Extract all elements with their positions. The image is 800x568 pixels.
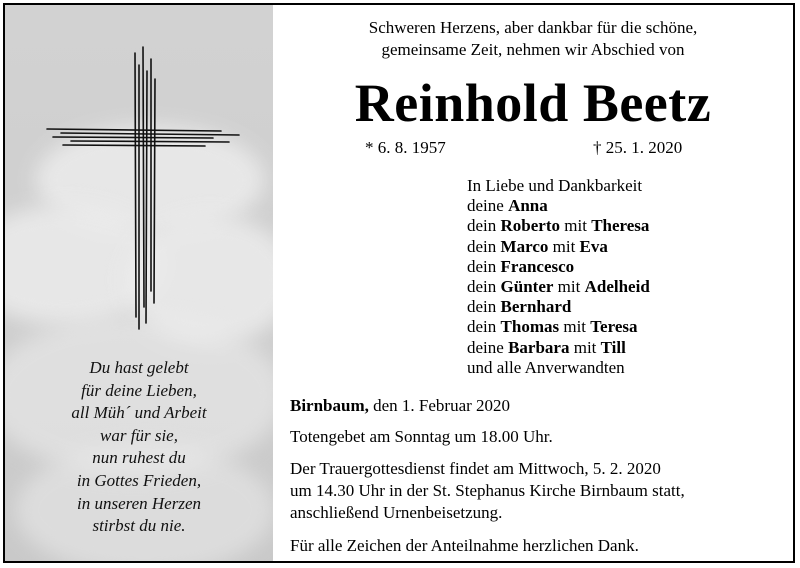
- family-name: Marco: [500, 236, 549, 256]
- family-name: Teresa: [590, 317, 638, 337]
- service-info: [290, 458, 685, 524]
- service-line: um 14.30 Uhr in der St. Stephanus Kirche Birnbaum statt,: [290, 481, 685, 500]
- place-date: [290, 396, 510, 416]
- family-line: dein Francesco: [467, 256, 575, 276]
- family-line: deine Anna: [467, 196, 548, 216]
- poem-line: all Müh´ und Arbeit: [71, 403, 207, 423]
- cross-icon: [43, 45, 243, 335]
- obituary-text: [273, 5, 793, 561]
- family-name: Bernhard: [500, 297, 572, 317]
- family-name: Adelheid: [584, 277, 650, 297]
- family-name: Theresa: [591, 216, 650, 236]
- place-name: Birnbaum,: [290, 396, 369, 415]
- family-line: dein Roberto mit Theresa: [467, 216, 650, 236]
- poem-line: für deine Lieben,: [81, 380, 197, 400]
- sky-panel: [5, 5, 273, 561]
- family-name: Eva: [579, 236, 608, 256]
- poem-line: in Gottes Frieden,: [76, 470, 202, 490]
- family-line: dein Bernhard: [467, 297, 572, 317]
- poem-line: war für sie,: [100, 425, 178, 445]
- intro-text: [273, 17, 793, 61]
- family-name: Barbara: [508, 337, 570, 357]
- family-name: Thomas: [500, 317, 560, 337]
- poem-line: in unseren Herzen: [76, 493, 201, 513]
- family-line: und alle Anverwandten: [467, 357, 625, 377]
- death-date: † 25. 1. 2020: [593, 138, 683, 157]
- intro-line: Schweren Herzens, aber dankbar für die schöne,: [368, 18, 698, 37]
- family-name: Anna: [508, 196, 548, 216]
- family-name: Günter: [500, 277, 554, 297]
- birth-date: * 6. 8. 1957: [365, 138, 446, 157]
- poem-line: stirbst du nie.: [92, 516, 186, 536]
- family-list: [467, 176, 650, 378]
- family-line: deine Barbara mit Till: [467, 337, 626, 357]
- family-line: dein Günter mit Adelheid: [467, 277, 650, 297]
- thanks-line: Für alle Zeichen der Anteilnahme herzlichen Dank.: [290, 536, 639, 555]
- prayer-info: Totengebet am Sonntag um 18.00 Uhr.: [290, 427, 553, 446]
- service-line: Der Trauergottesdienst findet am Mittwoch, 5. 2. 2020: [290, 459, 661, 478]
- family-name: Roberto: [500, 216, 561, 236]
- poem-line: nun ruhest du: [92, 448, 186, 468]
- deceased-name: Reinhold Beetz: [354, 73, 712, 133]
- notice-date: den 1. Februar 2020: [368, 396, 511, 415]
- family-name: Francesco: [500, 256, 575, 276]
- family-line: dein Thomas mit Teresa: [467, 317, 638, 337]
- obituary-frame: [3, 3, 795, 563]
- service-line: anschließend Urnenbeisetzung.: [290, 503, 503, 522]
- intro-line: gemeinsame Zeit, nehmen wir Abschied von: [381, 40, 685, 59]
- family-line: In Liebe und Dankbarkeit: [467, 176, 643, 195]
- family-line: dein Marco mit Eva: [467, 236, 608, 256]
- family-name: Till: [600, 337, 626, 357]
- poem-line: Du hast gelebt: [89, 358, 189, 377]
- poem: [5, 357, 273, 538]
